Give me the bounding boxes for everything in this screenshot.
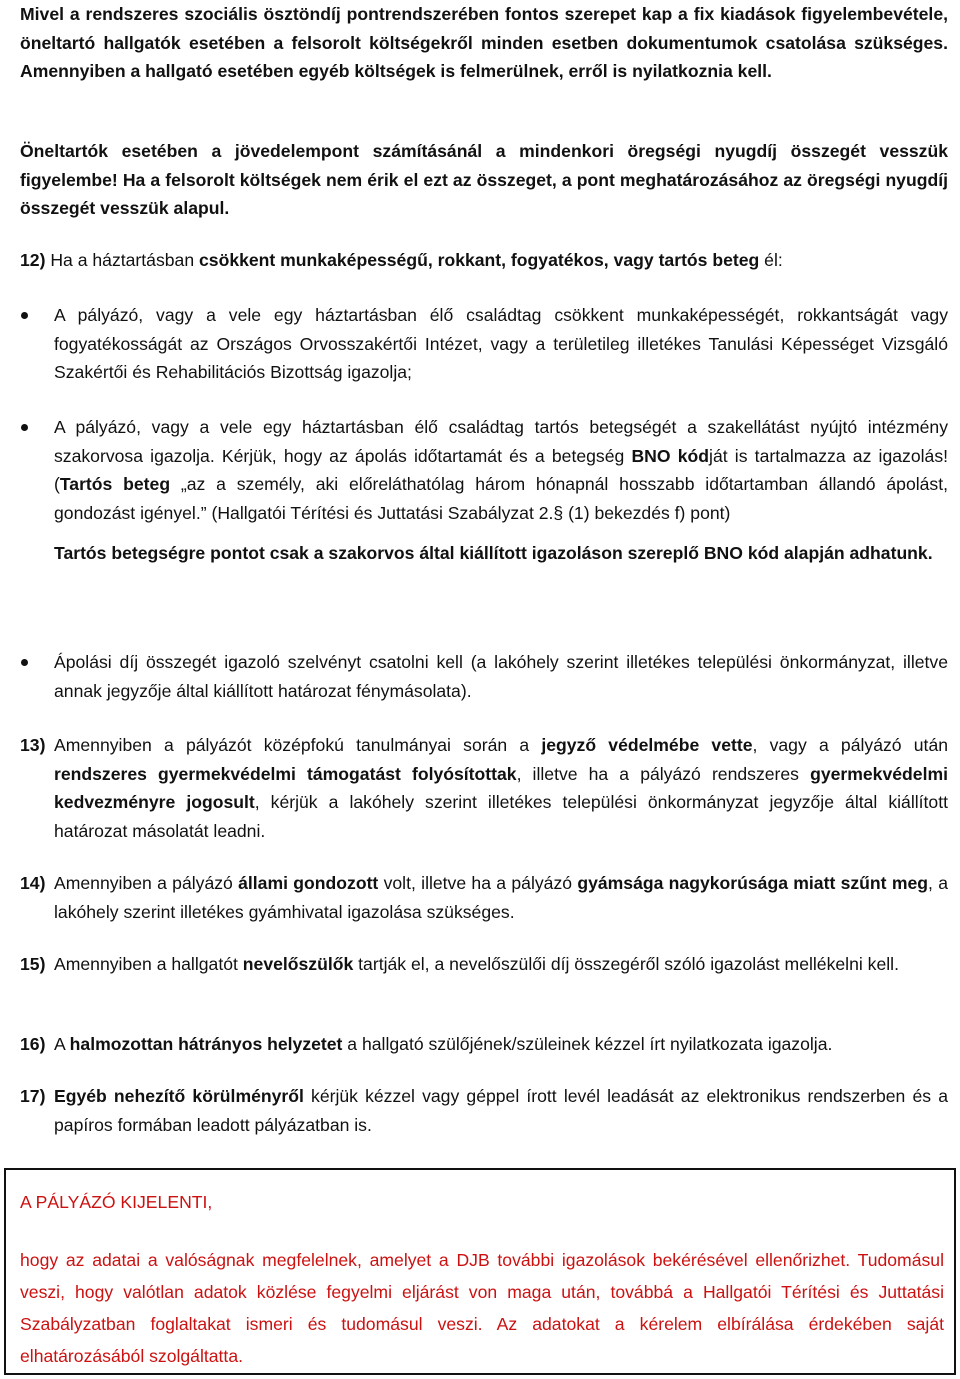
declaration-content (20, 1186, 944, 1372)
section-emphasis: gyermekvédelmi kedvezményre jogosult (54, 763, 948, 812)
bno-note: Tartós betegségre pontot csak a szakorvos által kiállított igazoláson szereplő BNO kód alapján adhatunk. (54, 543, 933, 563)
section-14 (20, 869, 948, 926)
paragraph-self-supporting (20, 137, 948, 223)
bullet-icon (21, 424, 28, 431)
section-number: 13) (20, 735, 46, 755)
bullet-icon (21, 659, 28, 666)
paragraph-fixed-costs (20, 0, 948, 86)
section-emphasis: csökkent munkaképességű, rokkant, fogyatékos, vagy tartós beteg (199, 250, 760, 270)
section-text: a hallgató szülőjének/szüleinek kézzel írt nyilatkozata igazolja. (342, 1034, 833, 1054)
section-number: 17) (20, 1086, 46, 1106)
bno-code-emphasis: BNO kód (631, 445, 710, 466)
section-text: volt, illetve ha a pályázó (378, 873, 578, 893)
section-17 (20, 1082, 948, 1139)
section-text: , kérjük a lakóhely szerint illetékes települési önkormányzat jegyzője által kiállított határozat másolatát leadni. (54, 792, 948, 841)
declaration-body: hogy az adatai a valóságnak megfelelnek, amelyet a DJB további igazolások bekérésével ellenőrizhet. Tudomásul veszi, hogy valótlan adatok közlése fegyelmi eljárást von maga után, továbbá a Hallgatói Térítési és Juttatási Szabályzatban foglaltakat ismeri és tudomásul veszi. Az adatokat a kérelem elbírálása érdekében saját elhatározásából szolgáltatta. (20, 1250, 944, 1366)
section-number: 15) (20, 954, 46, 974)
declaration-box (4, 1168, 956, 1375)
section-emphasis: nevelőszülők (242, 954, 354, 974)
section-text: Amennyiben a hallgatót (54, 954, 243, 974)
list-item-text: ját is tartalmazza az igazolás! ( (54, 445, 948, 494)
section-emphasis: rendszeres gyermekvédelmi támogatást folyósítottak (54, 763, 517, 784)
section-text: Ha a háztartásban (45, 250, 199, 270)
list-item-chronic-illness (20, 413, 948, 568)
fixed-costs-text: Mivel a rendszeres szociális ösztöndíj pontrendszerében fontos szerepet kap a fix kiadások figyelembevétele, öneltartó hallgatók esetében a felsorolt költségekről minden esetben dokumentumok csatolása szükséges. Amennyiben a hallgató esetében egyéb költségek is felmerülnek, erről is nyilatkoznia kell. (20, 4, 948, 81)
bullet-icon (21, 312, 28, 319)
section-emphasis: halmozottan hátrányos helyzetet (69, 1034, 343, 1054)
chronic-patient-emphasis: Tartós beteg (59, 474, 171, 494)
section-text: tartják el, a nevelőszülői díj összegéről szóló igazolást mellékelni kell. (353, 954, 899, 974)
section-number: 12) (20, 250, 46, 270)
section-text: él: (759, 250, 783, 270)
declaration-title: A PÁLYÁZÓ KIJELENTI, (20, 1192, 213, 1212)
section-text: kérjük kézzel vagy géppel írott levél leadását az elektronikus rendszerben és a papíros formában leadott pályázatban is. (54, 1086, 948, 1135)
section-number: 16) (20, 1034, 46, 1054)
section-text: , vagy a pályázó után (752, 735, 949, 755)
list-item-text: A pályázó, vagy a vele egy háztartásban élő családtag tartós betegségét a szakellátást nyújtó intézmény szakorvosa igazolja. Kérjük, hogy az ápolás időtartamát és a betegség (54, 417, 948, 466)
section-number: 14) (20, 873, 46, 893)
section-text: Amennyiben a pályázó (54, 873, 239, 893)
section-text: , illetve ha a pályázó rendszeres (516, 763, 811, 784)
self-supporting-text: Öneltartók esetében a jövedelempont számításánál a mindenkori öregségi nyugdíj összegét vesszük figyelembe! Ha a felsorolt költségek nem érik el ezt az összeget, a pont meghatározásához az öregségi nyugdíj összegét vesszük alapul. (20, 141, 948, 218)
list-item-care-allowance (20, 648, 948, 705)
section-emphasis: gyámsága nagykorúsága miatt szűnt meg (577, 873, 929, 893)
list-item-text: A pályázó, vagy a vele egy háztartásban élő családtag csökkent munkaképességét, rokkantságát vagy fogyatékosságát az Országos Orvosszakértői Intézet, vagy a területileg illetékes Tanulási Képességet Vizsgáló Szakértői és Rehabilitációs Bizottság igazolja; (54, 305, 948, 382)
list-item-text: „az a személy, aki előreláthatólag három hónapnál hosszabb időtartamban állandó ápolást, gondozást igényel.” (Hallgatói Térítési és Juttatási Szabályzat 2.§ (1) bekezdés f) pont) (54, 474, 948, 523)
section-emphasis: Egyéb nehezítő körülményről (54, 1086, 304, 1106)
list-item-disability-proof (20, 301, 948, 387)
section-12-heading (20, 246, 948, 275)
section-16 (20, 1030, 948, 1059)
section-text: A (54, 1034, 70, 1054)
section-text: Amennyiben a pályázót középfokú tanulmányai során a (54, 735, 542, 755)
list-item-text: Ápolási díj összegét igazoló szelvényt csatolni kell (a lakóhely szerint illetékes települési önkormányzat, illetve annak jegyzője által kiállított határozat fénymásolata). (54, 652, 948, 701)
section-emphasis: jegyző védelmébe vette (541, 735, 753, 755)
section-15 (20, 950, 948, 979)
section-emphasis: állami gondozott (238, 873, 379, 893)
section-text: , a lakóhely szerint illetékes gyámhivatal igazolása szükséges. (54, 873, 948, 922)
section-13 (20, 731, 948, 845)
